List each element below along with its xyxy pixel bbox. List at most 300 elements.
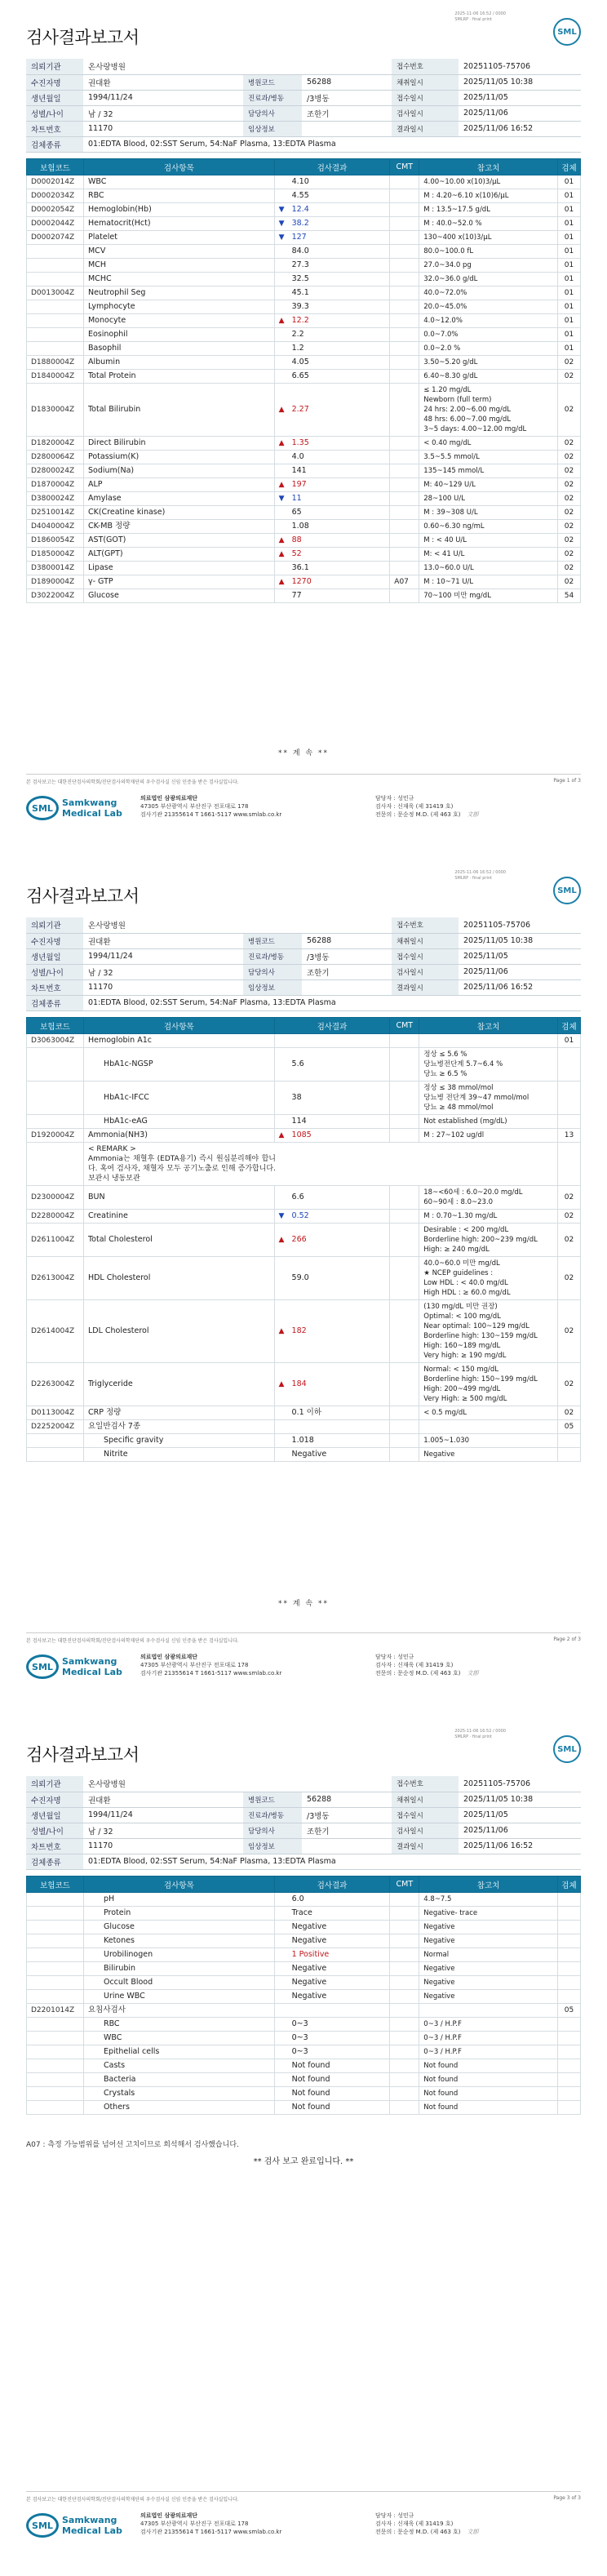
specimen-code xyxy=(557,2032,580,2045)
test-item: Basophil xyxy=(83,342,274,356)
insurance-code xyxy=(27,1962,84,1976)
report-page-1 xyxy=(0,0,607,859)
test-result: 0~3 xyxy=(274,2018,390,2032)
specimen-code xyxy=(557,1962,580,1976)
insurance-code xyxy=(27,259,84,273)
test-result: ▼ 12.4 xyxy=(274,203,390,217)
label-collect-dt: 채취일시 xyxy=(392,933,459,948)
test-result: Not found xyxy=(274,2101,390,2115)
down-arrow-icon: ▼ xyxy=(278,495,285,503)
down-arrow-icon: ▼ xyxy=(278,220,285,228)
result-row xyxy=(27,2087,581,2101)
reference-range: M : 4.20~6.10 x(10)6/μL xyxy=(419,189,558,203)
insurance-code: D1890004Z xyxy=(27,575,84,589)
test-item: WBC xyxy=(83,2032,274,2045)
patient-info-table xyxy=(26,917,581,1011)
page-title: 검사결과보고서 xyxy=(26,886,140,906)
insurance-code: D0013004Z xyxy=(27,286,84,300)
specimen-code: 02 xyxy=(557,1224,580,1257)
test-item: HbA1c-NGSP xyxy=(83,1048,274,1081)
comment-code xyxy=(390,451,419,464)
insurance-code xyxy=(27,328,84,342)
result-row xyxy=(27,1257,581,1300)
result-row xyxy=(27,478,581,492)
comment-code xyxy=(390,1034,419,1048)
test-result: ▲ 197 xyxy=(274,478,390,492)
closing-notes xyxy=(26,2134,581,2170)
test-item: Bilirubin xyxy=(83,1962,274,1976)
insurance-code: D1880004Z xyxy=(27,356,84,370)
test-result: Not found xyxy=(274,2073,390,2087)
result-row xyxy=(27,492,581,506)
result-row xyxy=(27,534,581,548)
result-row xyxy=(27,464,581,478)
report-dt-value: 2025/11/06 16:52 xyxy=(459,1838,581,1854)
specimen-code: 01 xyxy=(557,175,580,189)
reference-range: 1.005~1.030 xyxy=(419,1434,558,1448)
insurance-code: D2611004Z xyxy=(27,1224,84,1257)
reference-range: M: < 41 U/L xyxy=(419,548,558,562)
comment-code xyxy=(390,1907,419,1921)
test-item: 요일반검사 7종 xyxy=(83,1420,274,1434)
insurance-code xyxy=(27,342,84,356)
insurance-code: D1920004Z xyxy=(27,1129,84,1143)
insurance-code: D1840004Z xyxy=(27,370,84,384)
label-test-dt: 검사일시 xyxy=(392,964,459,979)
test-result: 1 Positive xyxy=(274,1948,390,1962)
insurance-code xyxy=(27,300,84,314)
test-result: 4.05 xyxy=(274,356,390,370)
col-item: 검사항목 xyxy=(83,1876,274,1893)
footer-staff: 담당자 : 성민규 검사자 : 신재욱 (제 31419 호) 전문의 : 문순정 M.D. (제 463 호) 文卽 xyxy=(375,2512,479,2535)
comment-code xyxy=(390,1962,419,1976)
label-accept-no: 접수번호 xyxy=(392,1776,459,1792)
specimen-code xyxy=(557,1976,580,1990)
hospital-value: 온사랑병원 xyxy=(83,917,392,933)
page-title: 검사결과보고서 xyxy=(26,1745,140,1765)
specimen-code xyxy=(557,2073,580,2087)
test-result: 45.1 xyxy=(274,286,390,300)
result-row xyxy=(27,1976,581,1990)
insurance-code: D2300004Z xyxy=(27,1186,84,1210)
label-birth: 생년월일 xyxy=(26,1807,83,1823)
label-sexage: 성별/나이 xyxy=(26,964,83,979)
comment-code xyxy=(390,1115,419,1129)
specimen-code: 02 xyxy=(557,1257,580,1300)
report-dt-value: 2025/11/06 16:52 xyxy=(459,979,581,995)
insurance-code: D2280004Z xyxy=(27,1210,84,1224)
label-accept-no: 접수번호 xyxy=(392,59,459,74)
result-row xyxy=(27,1962,581,1976)
test-result: ▲ 184 xyxy=(274,1363,390,1406)
test-item: Epithelial cells xyxy=(83,2045,274,2059)
test-result: 65 xyxy=(274,506,390,520)
col-ref: 참고치 xyxy=(419,159,558,175)
reference-range: M : 39~308 U/L xyxy=(419,506,558,520)
test-result: ▲ 1270 xyxy=(274,575,390,589)
accept-no-value: 20251105-75706 xyxy=(459,59,581,74)
comment-code xyxy=(390,2018,419,2032)
insurance-code: D3022004Z xyxy=(27,589,84,603)
reference-range: 32.0~36.0 g/dL xyxy=(419,273,558,286)
test-item: CK(Creatine kinase) xyxy=(83,506,274,520)
signature: 文卽 xyxy=(467,1670,479,1677)
test-result: 39.3 xyxy=(274,300,390,314)
dept-value: /3병동 xyxy=(302,90,392,105)
result-row xyxy=(27,1115,581,1129)
col-cmt: CMT xyxy=(390,1876,419,1893)
footer-staff: 담당자 : 성민규 검사자 : 신재욱 (제 31419 호) 전문의 : 문순정 M.D. (제 463 호) 文卽 xyxy=(375,795,479,818)
result-row xyxy=(27,370,581,384)
up-arrow-icon: ▲ xyxy=(278,550,285,558)
up-arrow-icon: ▲ xyxy=(278,439,285,447)
patient-value: 권대환 xyxy=(83,74,243,90)
test-item: Monocyte xyxy=(83,314,274,328)
test-item: pH xyxy=(83,1893,274,1907)
insurance-code xyxy=(27,1081,84,1115)
accept-dt-value: 2025/11/05 xyxy=(459,1807,581,1823)
samkwang-logo: SML Samkwang Medical Lab xyxy=(26,1654,122,1679)
comment-code xyxy=(390,1976,419,1990)
specimen-code: 01 xyxy=(557,217,580,231)
comment-code xyxy=(390,1448,419,1462)
test-result: 84.0 xyxy=(274,245,390,259)
insurance-code xyxy=(27,2101,84,2115)
results-table xyxy=(26,158,581,603)
hospital-value: 온사랑병원 xyxy=(83,1776,392,1792)
reference-range: Not found xyxy=(419,2101,558,2115)
test-item: Ammonia(NH3) xyxy=(83,1129,274,1143)
comment-code xyxy=(390,1434,419,1448)
label-clinical: 임상정보 xyxy=(243,121,302,136)
result-row xyxy=(27,203,581,217)
reference-range: 4.8~7.5 xyxy=(419,1893,558,1907)
test-result: 1.018 xyxy=(274,1434,390,1448)
insurance-code: D0002014Z xyxy=(27,175,84,189)
specimen-code: 02 xyxy=(557,451,580,464)
test-result: 0~3 xyxy=(274,2045,390,2059)
insurance-code: D3800024Z xyxy=(27,492,84,506)
label-dept: 진료과/병동 xyxy=(243,90,302,105)
specimen-code: 02 xyxy=(557,492,580,506)
test-item: Hematocrit(Hct) xyxy=(83,217,274,231)
result-row xyxy=(27,1300,581,1363)
insurance-code xyxy=(27,2032,84,2045)
result-row xyxy=(27,175,581,189)
insurance-code xyxy=(27,2018,84,2032)
results-table xyxy=(26,1876,581,2115)
insurance-code: D2613004Z xyxy=(27,1257,84,1300)
col-cmt: CMT xyxy=(390,159,419,175)
col-item: 검사항목 xyxy=(83,159,274,175)
comment-code xyxy=(390,175,419,189)
sexage-value: 남 / 32 xyxy=(83,1823,243,1838)
comment-code xyxy=(390,478,419,492)
up-arrow-icon: ▲ xyxy=(278,536,285,544)
test-result: Not found xyxy=(274,2059,390,2073)
chart-value: 11170 xyxy=(83,979,243,995)
col-code: 보험코드 xyxy=(27,159,84,175)
result-row xyxy=(27,342,581,356)
reference-range xyxy=(419,1034,558,1048)
specimen-code: 02 xyxy=(557,464,580,478)
label-patient: 수진자명 xyxy=(26,1792,83,1807)
specimen-code xyxy=(557,2059,580,2073)
accept-no-value: 20251105-75706 xyxy=(459,1776,581,1792)
sml-corner-logo: SML xyxy=(553,877,581,904)
label-sexage: 성별/나이 xyxy=(26,1823,83,1838)
result-row xyxy=(27,2073,581,2087)
label-chart: 차트번호 xyxy=(26,979,83,995)
reference-range: 80.0~100.0 fL xyxy=(419,245,558,259)
report-dt-value: 2025/11/06 16:52 xyxy=(459,121,581,136)
reference-range: Negative xyxy=(419,1921,558,1934)
test-item: Casts xyxy=(83,2059,274,2073)
label-hosp-code: 병원코드 xyxy=(243,933,302,948)
up-arrow-icon: ▲ xyxy=(278,317,285,325)
insurance-code xyxy=(27,2059,84,2073)
print-stamp: 2025-11-06 16:52 / 0000 SMLRP · final print xyxy=(454,11,506,22)
result-row xyxy=(27,2032,581,2045)
test-dt-value: 2025/11/06 xyxy=(459,964,581,979)
clinical-value xyxy=(302,979,392,995)
test-item: WBC xyxy=(83,175,274,189)
patient-info-table xyxy=(26,1776,581,1870)
report-page-3 xyxy=(0,1717,607,2576)
test-item: Total Bilirubin xyxy=(83,384,274,437)
dept-value: /3병동 xyxy=(302,948,392,964)
sexage-value: 남 / 32 xyxy=(83,105,243,121)
specimen-code: 05 xyxy=(557,2004,580,2018)
reference-range: M : 27~102 ug/dl xyxy=(419,1129,558,1143)
label-accept-dt: 접수일시 xyxy=(392,1807,459,1823)
results-table xyxy=(26,1017,581,1462)
test-result: ▲ 12.2 xyxy=(274,314,390,328)
test-result: 114 xyxy=(274,1115,390,1129)
reference-range: 70~100 미만 mg/dL xyxy=(419,589,558,603)
reference-range: 13.0~60.0 U/L xyxy=(419,562,558,575)
comment-code xyxy=(390,2101,419,2115)
col-cmt: CMT xyxy=(390,1018,419,1034)
footer-address: 의료법인 삼광의료재단 47305 부산광역시 부산진구 전포대로 178 검사기관 21355614 T 1661-5117 www.smlab.co.kr xyxy=(140,1654,282,1677)
test-item: Eosinophil xyxy=(83,328,274,342)
test-result xyxy=(274,1034,390,1048)
specimen-code: 02 xyxy=(557,1210,580,1224)
col-tube: 검체 xyxy=(557,1876,580,1893)
result-row xyxy=(27,1907,581,1921)
reference-range: Not found xyxy=(419,2087,558,2101)
patient-info-table xyxy=(26,59,581,153)
label-accept-no: 접수번호 xyxy=(392,917,459,933)
test-item: HbA1c-IFCC xyxy=(83,1081,274,1115)
reference-range xyxy=(419,1420,558,1434)
specimen-code: 02 xyxy=(557,478,580,492)
result-row xyxy=(27,2045,581,2059)
report-page-2 xyxy=(0,859,607,1717)
comment-code xyxy=(390,534,419,548)
specimen-code: 02 xyxy=(557,562,580,575)
result-row xyxy=(27,1420,581,1434)
birth-value: 1994/11/24 xyxy=(83,90,243,105)
footer-address: 의료법인 삼광의료재단 47305 부산광역시 부산진구 전포대로 178 검사기관 21355614 T 1661-5117 www.smlab.co.kr xyxy=(140,795,282,818)
test-result: 141 xyxy=(274,464,390,478)
result-row xyxy=(27,451,581,464)
specimen-code: 02 xyxy=(557,1406,580,1420)
test-result: 5.6 xyxy=(274,1048,390,1081)
test-result: ▼ 127 xyxy=(274,231,390,245)
comment-code xyxy=(390,1224,419,1257)
test-item: ALT(GPT) xyxy=(83,548,274,562)
comment-code xyxy=(390,437,419,451)
insurance-code xyxy=(27,245,84,259)
label-doctor: 담당의사 xyxy=(243,105,302,121)
specimen-code xyxy=(557,1921,580,1934)
up-arrow-icon: ▲ xyxy=(278,406,285,414)
page-number: Page 3 of 3 xyxy=(553,2495,581,2501)
label-hosp-code: 병원코드 xyxy=(243,74,302,90)
reference-range: 0~3 / H.P.F xyxy=(419,2032,558,2045)
specimen-code: 01 xyxy=(557,231,580,245)
print-stamp: 2025-11-06 16:52 / 0000 SMLRP · final print xyxy=(454,870,506,881)
signature: 文卽 xyxy=(467,2529,479,2535)
accept-dt-value: 2025/11/05 xyxy=(459,90,581,105)
comment-code xyxy=(390,1948,419,1962)
test-item: MCHC xyxy=(83,273,274,286)
col-result: 검사결과 xyxy=(274,1018,390,1034)
comment-code xyxy=(390,1210,419,1224)
hospital-value: 온사랑병원 xyxy=(83,59,392,74)
comment-code xyxy=(390,300,419,314)
test-item: Ketones xyxy=(83,1934,274,1948)
specimen-code: 01 xyxy=(557,286,580,300)
label-hospital: 의뢰기관 xyxy=(26,917,83,933)
reference-range: Not found xyxy=(419,2073,558,2087)
insurance-code xyxy=(27,1990,84,2004)
insurance-code: D2800064Z xyxy=(27,451,84,464)
insurance-code: D1870004Z xyxy=(27,478,84,492)
up-arrow-icon: ▲ xyxy=(278,1236,285,1244)
specimen-code: 02 xyxy=(557,1300,580,1363)
doctor-value: 조한기 xyxy=(302,105,392,121)
insurance-code: D1860054Z xyxy=(27,534,84,548)
test-result: 36.1 xyxy=(274,562,390,575)
label-report-dt: 결과일시 xyxy=(392,1838,459,1854)
comment-code xyxy=(390,1990,419,2004)
label-chart: 차트번호 xyxy=(26,121,83,136)
test-dt-value: 2025/11/06 xyxy=(459,105,581,121)
comment-code xyxy=(390,2032,419,2045)
result-row xyxy=(27,356,581,370)
reference-range: 20.0~45.0% xyxy=(419,300,558,314)
col-result: 검사결과 xyxy=(274,159,390,175)
reference-range: 4.0~12.0% xyxy=(419,314,558,328)
up-arrow-icon: ▲ xyxy=(278,481,285,489)
insurance-code: D0002054Z xyxy=(27,203,84,217)
insurance-code: D3063004Z xyxy=(27,1034,84,1048)
doctor-value: 조한기 xyxy=(302,1823,392,1838)
test-item: Triglyceride xyxy=(83,1363,274,1406)
test-item: Hemoglobin(Hb) xyxy=(83,203,274,217)
label-patient: 수진자명 xyxy=(26,933,83,948)
test-item: Glucose xyxy=(83,589,274,603)
test-item: HbA1c-eAG xyxy=(83,1115,274,1129)
comment-code xyxy=(390,2073,419,2087)
specimen-code: 01 xyxy=(557,314,580,328)
reference-range: M : 0.70~1.30 mg/dL xyxy=(419,1210,558,1224)
test-result: ▲ 182 xyxy=(274,1300,390,1363)
insurance-code: D4040004Z xyxy=(27,520,84,534)
specimen-code: 05 xyxy=(557,1420,580,1434)
test-result: 77 xyxy=(274,589,390,603)
print-stamp: 2025-11-06 16:52 / 0000 SMLRP · final print xyxy=(454,1729,506,1739)
patient-value: 권대환 xyxy=(83,1792,243,1807)
result-row xyxy=(27,300,581,314)
insurance-code xyxy=(27,2045,84,2059)
result-row xyxy=(27,1081,581,1115)
test-item: Creatinine xyxy=(83,1210,274,1224)
accept-dt-value: 2025/11/05 xyxy=(459,948,581,964)
sml-corner-logo: SML xyxy=(553,18,581,46)
test-item: γ- GTP xyxy=(83,575,274,589)
reference-range: 0~3 / H.P.F xyxy=(419,2045,558,2059)
test-result: 4.0 xyxy=(274,451,390,464)
reference-range: 0~3 / H.P.F xyxy=(419,2018,558,2032)
test-item: Platelet xyxy=(83,231,274,245)
comment-code xyxy=(390,562,419,575)
insurance-code: D2263004Z xyxy=(27,1363,84,1406)
test-item: BUN xyxy=(83,1186,274,1210)
test-item: MCV xyxy=(83,245,274,259)
specimen-code: 01 xyxy=(557,342,580,356)
test-result: Negative xyxy=(274,1962,390,1976)
chart-value: 11170 xyxy=(83,121,243,136)
specimen-code: 02 xyxy=(557,384,580,437)
reference-range: Desirable : < 200 mg/dL Borderline high: 200~239 mg/dL High: ≥ 240 mg/dL xyxy=(419,1224,558,1257)
comment-code xyxy=(390,231,419,245)
reference-range: (130 mg/dL 미만 권장) Optimal: < 100 mg/dL Near optimal: 100~129 mg/dL Borderline high: 130~159 mg/dL High: 160~189 mg/dL Very high: ≥ 190 mg/dL xyxy=(419,1300,558,1363)
result-row xyxy=(27,2004,581,2018)
result-row xyxy=(27,589,581,603)
test-item: CRP 정량 xyxy=(83,1406,274,1420)
comment-code xyxy=(390,1129,419,1143)
label-hospital: 의뢰기관 xyxy=(26,59,83,74)
test-item: LDL Cholesterol xyxy=(83,1300,274,1363)
reference-range: 18~<60세 : 6.0~20.0 mg/dL 60~90세 : 8.0~23.0 xyxy=(419,1186,558,1210)
specimen-code xyxy=(557,1448,580,1462)
specimen-code xyxy=(557,2045,580,2059)
comment-code xyxy=(390,370,419,384)
result-row xyxy=(27,259,581,273)
label-collect-dt: 채취일시 xyxy=(392,74,459,90)
label-doctor: 담당의사 xyxy=(243,964,302,979)
result-row xyxy=(27,548,581,562)
specimen-code xyxy=(557,1048,580,1081)
continued-marker: ** 계 속 ** xyxy=(278,749,329,757)
comment-code xyxy=(390,1921,419,1934)
result-row xyxy=(27,437,581,451)
test-result: ▲ 1085 xyxy=(274,1129,390,1143)
result-row xyxy=(27,384,581,437)
reference-range: Normal: < 150 mg/dL Borderline high: 150~199 mg/dL High: 200~499 mg/dL Very High: ≥ 500 mg/dL xyxy=(419,1363,558,1406)
col-ref: 참고치 xyxy=(419,1018,558,1034)
comment-code xyxy=(390,1048,419,1081)
insurance-code: D0002044Z xyxy=(27,217,84,231)
a07-note: A07 : 측정 가능범위를 넘어선 고치이므로 희석해서 검사했습니다. xyxy=(26,2141,239,2149)
result-row xyxy=(27,1224,581,1257)
test-item: CK-MB 정량 xyxy=(83,520,274,534)
comment-code: A07 xyxy=(390,575,419,589)
label-test-dt: 검사일시 xyxy=(392,105,459,121)
